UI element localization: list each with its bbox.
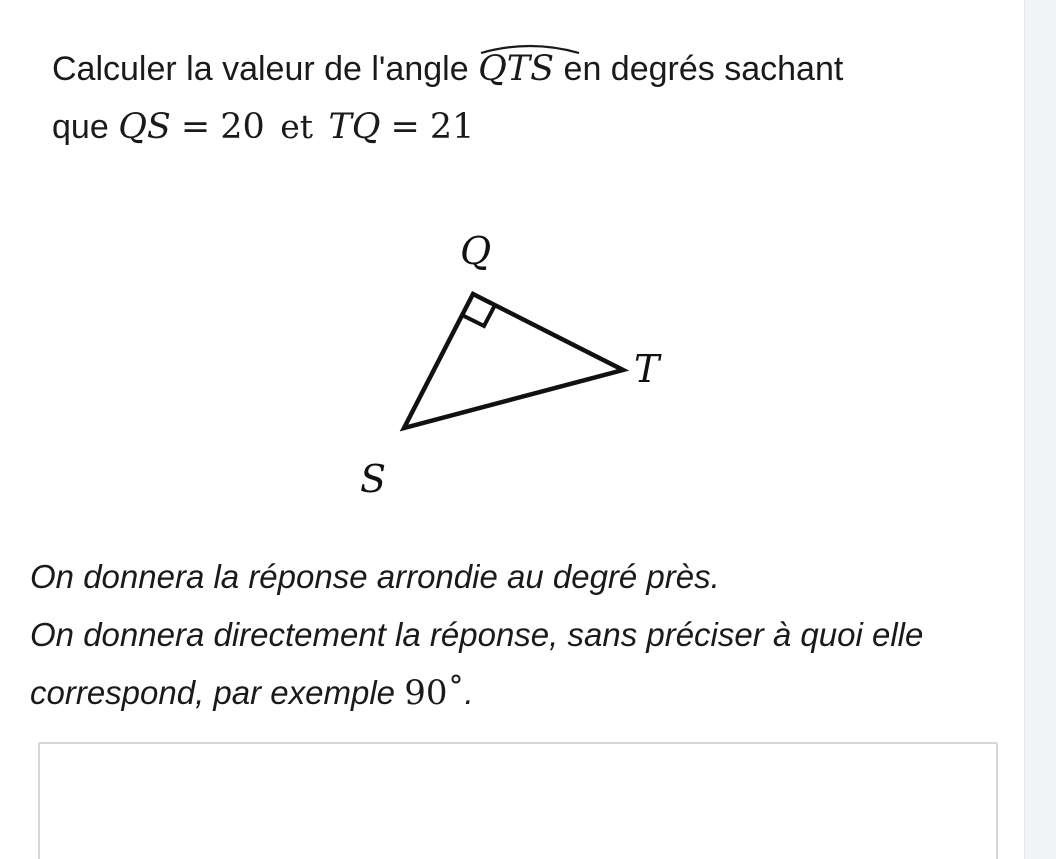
given-qs-lhs: QS [118, 107, 171, 147]
answer-input[interactable] [38, 742, 998, 859]
vertex-label-t: T [634, 347, 660, 391]
instruction-format-line2: correspond, par exemple [30, 674, 396, 711]
conjunction-et: et [280, 107, 313, 146]
example-unit: ˚ [447, 673, 465, 713]
question-que: que [52, 108, 109, 146]
given-tq-lhs: TQ [328, 107, 381, 147]
angle-name: QTS [478, 49, 555, 89]
given-tq-value: 21 [429, 107, 475, 147]
question-after-angle: en degrés sachant [563, 50, 844, 88]
given-tq-equals: = [390, 107, 420, 147]
instructions [30, 548, 990, 722]
angle-notation [478, 40, 554, 98]
example-answer [404, 673, 464, 713]
instruction-rounding: On donnera la réponse arrondie au degré près. [30, 558, 720, 595]
given-qs [118, 107, 265, 147]
angle-arc [480, 44, 580, 54]
triangle-qts [404, 294, 623, 428]
given-qs-equals: = [180, 107, 211, 147]
instruction-format [30, 606, 990, 722]
question-prompt [52, 40, 952, 156]
vertex-label-q: Q [460, 229, 492, 273]
vertex-label-s: S [360, 457, 387, 501]
triangle-figure [340, 220, 700, 510]
given-tq [328, 107, 474, 147]
question-intro: Calculer la valeur de l'angle [52, 50, 469, 88]
instruction-period: . [464, 674, 474, 711]
instruction-format-line1: On donnera directement la réponse, sans préciser à quoi elle [30, 616, 924, 653]
triangle-diagram [340, 220, 700, 510]
example-value: 90 [404, 673, 448, 713]
right-sidebar [1024, 0, 1056, 859]
given-qs-value: 20 [220, 107, 265, 147]
